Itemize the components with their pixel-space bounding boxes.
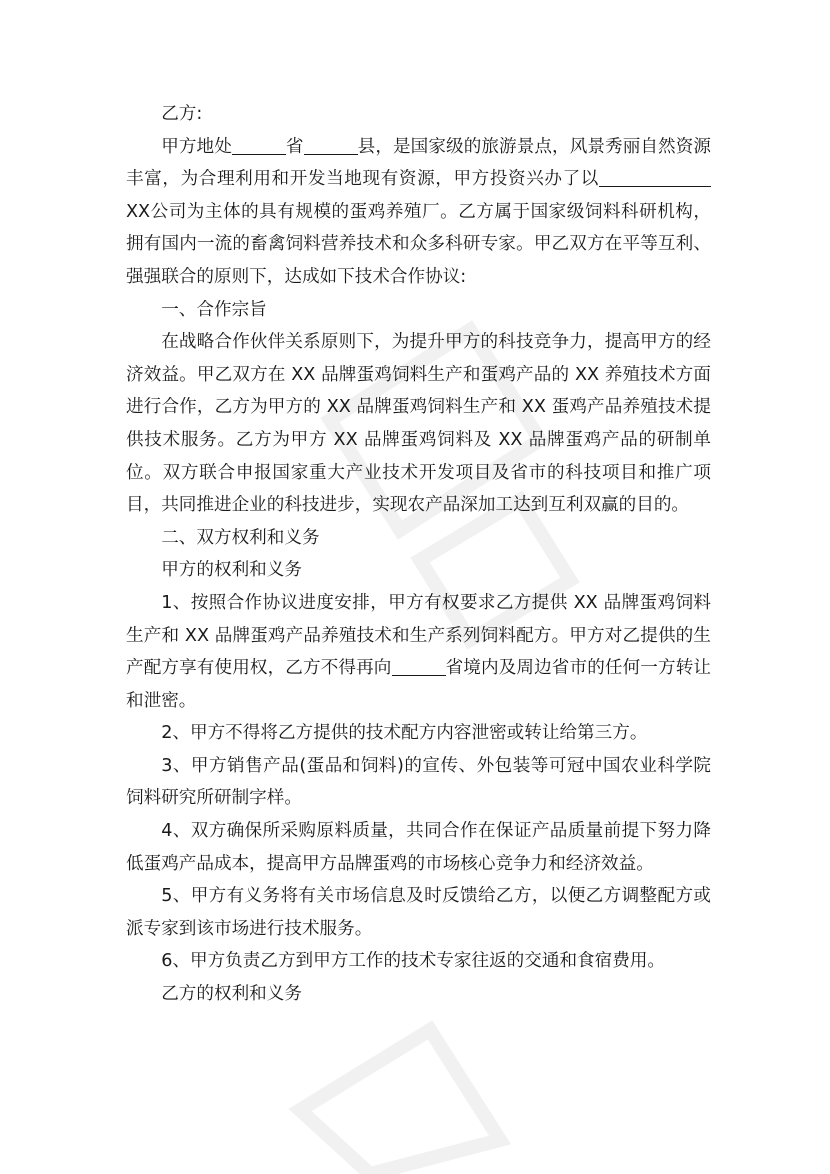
blank-company (599, 168, 711, 187)
item-2: 2、甲方不得将乙方提供的技术配方内容泄密或转让给第三方。 (161, 723, 648, 744)
document-body (126, 98, 711, 1011)
intro-paragraph: 甲方地处 省 县，是国家级的旅游景点，风景秀丽自然资源丰富，为合理利用和开发当地现有资源，甲方投资兴办了以XX公司为主体的具有规模的蛋鸡养殖厂。乙方属于国家级饲料科研机构，拥有国内一流的畜禽饲料营养技术和众多科研专家。甲乙双方在平等互利、强强联合的原则下，达成如下技术合作协议: (126, 136, 711, 287)
party-b-rights-title: 乙方的权利和义务 (161, 984, 302, 1005)
party-a-rights-title: 甲方的权利和义务 (161, 560, 302, 581)
blank-province-2 (392, 657, 446, 676)
party-b-label: 乙方: (161, 104, 203, 124)
item-3: 3、甲方销售产品(蛋品和饲料)的宣传、外包装等可冠中国农业科学院饲料研究所研制字样。 (126, 755, 711, 809)
section1-title: 一、合作宗旨 (161, 299, 267, 320)
section2-title: 二、双方权利和义务 (161, 527, 320, 548)
item-6: 6、甲方负责乙方到甲方工作的技术专家往返的交通和食宿费用。 (161, 951, 666, 972)
item-5: 5、甲方有义务将有关市场信息及时反馈给乙方，以便乙方调整配方或派专家到该市场进行技术服务。 (126, 886, 711, 939)
item-4: 4、双方确保所采购原料质量，共同合作在保证产品质量前提下努力降低蛋鸡产品成本，提高甲方品牌蛋鸡的市场核心竞争力和经济效益。 (126, 821, 711, 874)
blank-county (304, 135, 358, 154)
item-1: 1、按照合作协议进度安排，甲方有权要求乙方提供 XX 品牌蛋鸡饲料生产和 XX 品牌蛋鸡产品养殖技术和生产系列饲料配方。甲方对乙提供的生产配方享有使用权，乙方不得再向 省境内及周边省市的任何一方转让和泄密。 (126, 592, 711, 711)
section1-text: 在战略合作伙伴关系原则下，为提升甲方的科技竞争力，提高甲方的经济效益。甲乙双方在 XX 品牌蛋鸡饲料生产和蛋鸡产品的 XX 养殖技术方面进行合作，乙方为甲方的 XX 品牌蛋鸡饲料生产和 XX 蛋鸡产品养殖技术提供技术服务。乙方为甲方 XX 品牌蛋鸡饲料及 XX 品牌蛋鸡产品的研制单位。双方联合申报国家重大产业技术开发项目及省市的科技项目和推广项目，共同推进企业的科技进步，实现农产品深加工达到互利双赢的目的。 (126, 332, 711, 516)
blank-province (232, 135, 286, 154)
